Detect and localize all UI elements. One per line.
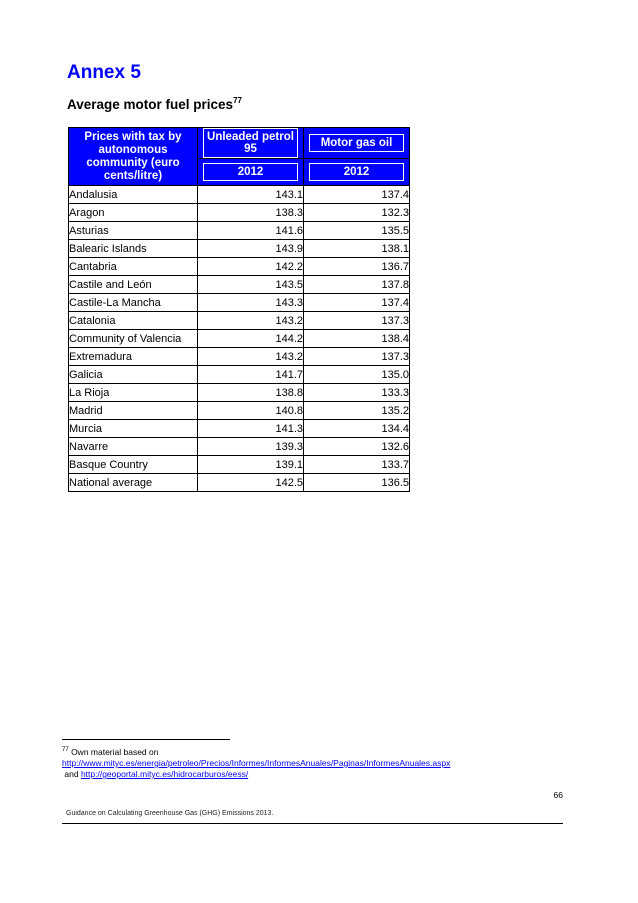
table-row xyxy=(69,438,410,456)
table-subtitle xyxy=(67,96,242,112)
column-header-gasoil xyxy=(304,128,410,159)
gasoil-price-cell: 136.7 xyxy=(304,258,410,276)
petrol-price-cell: 138.8 xyxy=(198,384,304,402)
petrol-price-cell: 142.2 xyxy=(198,258,304,276)
footnote xyxy=(62,745,450,780)
table-row xyxy=(69,456,410,474)
footnote-reference: 77 xyxy=(233,96,242,105)
region-cell: Murcia xyxy=(69,420,198,438)
table-row xyxy=(69,312,410,330)
footnote-separator xyxy=(62,739,230,740)
gasoil-price-cell: 135.5 xyxy=(304,222,410,240)
table-row xyxy=(69,330,410,348)
petrol-price-cell: 138.3 xyxy=(198,204,304,222)
petrol-price-cell: 140.8 xyxy=(198,402,304,420)
subtitle-text: Average motor fuel prices xyxy=(67,97,234,112)
petrol-price-cell: 143.9 xyxy=(198,240,304,258)
table-row xyxy=(69,384,410,402)
year-header-petrol xyxy=(198,159,304,186)
gasoil-price-cell: 135.2 xyxy=(304,402,410,420)
region-cell: Cantabria xyxy=(69,258,198,276)
year-header-petrol-label: 2012 xyxy=(203,163,297,181)
region-cell: Madrid xyxy=(69,402,198,420)
petrol-price-cell: 141.3 xyxy=(198,420,304,438)
table-row xyxy=(69,186,410,204)
petrol-price-cell: 139.3 xyxy=(198,438,304,456)
region-cell: Catalonia xyxy=(69,312,198,330)
gasoil-price-cell: 137.4 xyxy=(304,186,410,204)
gasoil-price-cell: 137.3 xyxy=(304,348,410,366)
petrol-price-cell: 143.2 xyxy=(198,348,304,366)
region-cell: Balearic Islands xyxy=(69,240,198,258)
petrol-price-cell: 143.1 xyxy=(198,186,304,204)
region-cell: Aragon xyxy=(69,204,198,222)
petrol-price-cell: 142.5 xyxy=(198,474,304,492)
table-row xyxy=(69,204,410,222)
table-row xyxy=(69,366,410,384)
petrol-price-cell: 141.6 xyxy=(198,222,304,240)
footnote-number: 77 xyxy=(62,747,69,753)
region-cell: National average xyxy=(69,474,198,492)
column-header-gasoil-label: Motor gas oil xyxy=(309,134,403,152)
footer-rule xyxy=(62,823,563,824)
petrol-price-cell: 143.3 xyxy=(198,294,304,312)
column-header-petrol xyxy=(198,128,304,159)
region-cell: La Rioja xyxy=(69,384,198,402)
region-cell: Asturias xyxy=(69,222,198,240)
gasoil-price-cell: 136.5 xyxy=(304,474,410,492)
table-row xyxy=(69,258,410,276)
petrol-price-cell: 141.7 xyxy=(198,366,304,384)
table-row xyxy=(69,420,410,438)
footnote-link-mityc[interactable]: http://www.mityc.es/energia/petroleo/Precios/Informes/InformesAnuales/Paginas/InformesAnuales.aspx xyxy=(62,758,451,768)
region-cell: Community of Valencia xyxy=(69,330,198,348)
petrol-price-cell: 144.2 xyxy=(198,330,304,348)
table-row xyxy=(69,402,410,420)
footnote-and: and xyxy=(64,769,79,779)
gasoil-price-cell: 138.4 xyxy=(304,330,410,348)
gasoil-price-cell: 137.8 xyxy=(304,276,410,294)
table-row xyxy=(69,222,410,240)
petrol-price-cell: 143.5 xyxy=(198,276,304,294)
table-row xyxy=(69,240,410,258)
petrol-price-cell: 139.1 xyxy=(198,456,304,474)
table-row xyxy=(69,276,410,294)
table-row xyxy=(69,474,410,492)
column-header-petrol-label: Unleaded petrol 95 xyxy=(203,128,297,158)
fuel-price-table xyxy=(68,127,410,492)
region-cell: Navarre xyxy=(69,438,198,456)
gasoil-price-cell: 134.4 xyxy=(304,420,410,438)
gasoil-price-cell: 135.0 xyxy=(304,366,410,384)
footnote-text: Own material based on xyxy=(71,747,159,757)
table-row xyxy=(69,294,410,312)
table-body xyxy=(69,186,410,492)
region-cell: Castile-La Mancha xyxy=(69,294,198,312)
region-cell: Castile and León xyxy=(69,276,198,294)
region-cell: Basque Country xyxy=(69,456,198,474)
footnote-link-geoportal[interactable]: http://geoportal.mityc.es/hidrocarburos/eess/ xyxy=(80,769,249,779)
gasoil-price-cell: 133.3 xyxy=(304,384,410,402)
row-header: Prices with tax by autonomous community (euro cents/litre) xyxy=(69,128,198,186)
gasoil-price-cell: 138.1 xyxy=(304,240,410,258)
page-footer: Guidance on Calculating Greenhouse Gas (GHG) Emissions 2013. xyxy=(66,810,274,817)
year-header-gasoil xyxy=(304,159,410,186)
region-cell: Extremadura xyxy=(69,348,198,366)
page-number: 66 xyxy=(553,790,563,800)
year-header-gasoil-label: 2012 xyxy=(309,163,403,181)
gasoil-price-cell: 137.4 xyxy=(304,294,410,312)
petrol-price-cell: 143.2 xyxy=(198,312,304,330)
gasoil-price-cell: 133.7 xyxy=(304,456,410,474)
table-row xyxy=(69,348,410,366)
region-cell: Galicia xyxy=(69,366,198,384)
annex-title: Annex 5 xyxy=(67,62,141,83)
gasoil-price-cell: 132.6 xyxy=(304,438,410,456)
gasoil-price-cell: 132.3 xyxy=(304,204,410,222)
region-cell: Andalusia xyxy=(69,186,198,204)
gasoil-price-cell: 137.3 xyxy=(304,312,410,330)
